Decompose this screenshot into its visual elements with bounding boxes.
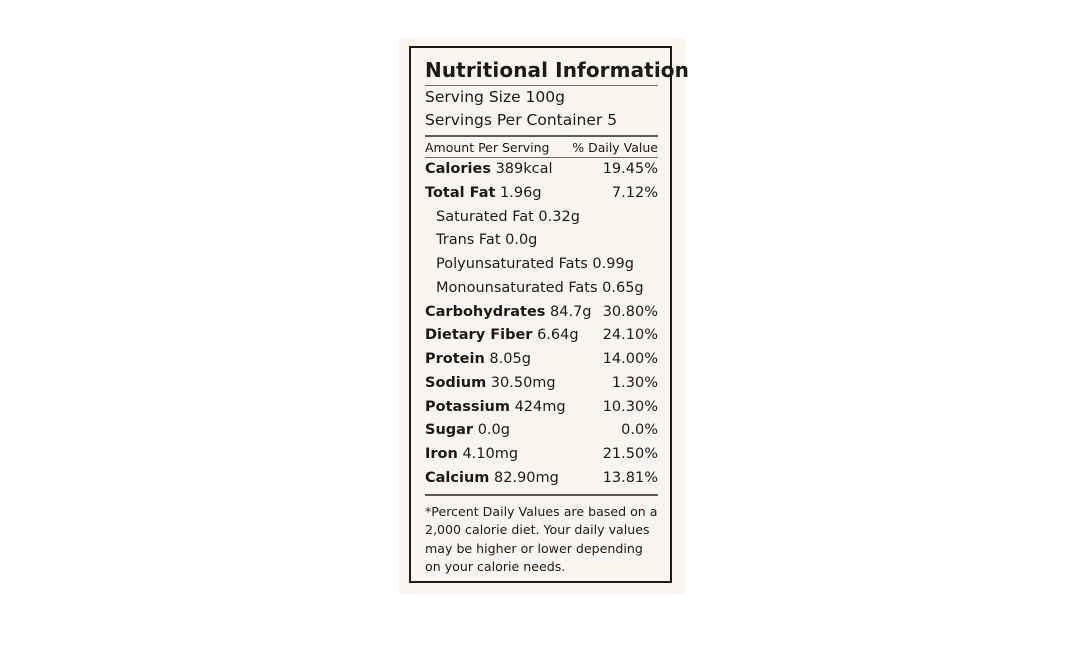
nutrient-daily-value: 14.00% <box>602 351 658 367</box>
nutrient-amount: 0.0g <box>477 422 510 439</box>
serving-size: Serving Size 100g <box>425 88 565 106</box>
nutrient-row <box>425 161 658 177</box>
nutrient-amount: Polyunsaturated Fats 0.99g <box>436 256 634 272</box>
nutrient-name-amount <box>425 375 556 391</box>
nutrient-name-amount <box>425 446 518 462</box>
nutrient-name-amount <box>425 185 542 201</box>
nutrient-name-amount <box>425 470 559 486</box>
nutrient-row <box>425 399 658 415</box>
nutrient-name: Iron <box>425 446 458 462</box>
nutrient-amount: 4.10mg <box>462 446 519 462</box>
nutrient-amount: 8.05g <box>489 351 531 367</box>
nutrient-row <box>425 422 658 438</box>
nutrient-name: Calories <box>425 161 491 177</box>
column-header <box>425 140 658 155</box>
nutrient-name-amount <box>436 232 537 248</box>
nutrient-name-amount <box>425 399 566 415</box>
nutrient-daily-value: 21.50% <box>602 446 658 462</box>
nutrient-name-amount <box>436 209 580 225</box>
nutrient-name-amount <box>436 256 634 272</box>
nutrient-sub-row <box>436 280 658 296</box>
nutrient-amount: 30.50mg <box>490 374 556 391</box>
footnote: *Percent Daily Values are based on a 2,000 calorie diet. Your daily values may be higher or lower depending on your calorie needs. <box>425 504 658 575</box>
divider-footnote <box>425 494 658 496</box>
nutrient-daily-value: 7.12% <box>611 184 658 201</box>
nutrient-sub-row <box>436 232 658 248</box>
divider-serving <box>425 135 658 137</box>
label-title: Nutritional Information <box>425 58 689 82</box>
nutrient-amount: Saturated Fat 0.32g <box>436 208 580 225</box>
nutrient-row <box>425 470 658 486</box>
nutrient-name: Carbohydrates <box>425 303 546 320</box>
nutrient-amount: 82.90mg <box>494 469 559 486</box>
nutrient-amount: Trans Fat 0.0g <box>436 232 538 249</box>
nutrient-daily-value: 0.0% <box>621 422 658 439</box>
nutrient-row <box>425 351 658 367</box>
nutrient-name-amount <box>425 422 510 438</box>
nutrient-amount: 84.7g <box>550 303 592 320</box>
nutrient-daily-value: 19.45% <box>602 161 658 177</box>
nutrient-name-amount <box>425 161 553 177</box>
nutrient-daily-value: 13.81% <box>602 469 658 486</box>
servings-per-container: Servings Per Container 5 <box>425 111 618 129</box>
nutrient-row <box>425 375 658 391</box>
nutrient-name: Protein <box>425 351 485 367</box>
nutrient-amount: Monounsaturated Fats 0.65g <box>436 279 644 296</box>
divider-title <box>425 85 658 86</box>
nutrient-name-amount <box>425 351 531 367</box>
nutrient-daily-value: 10.30% <box>602 398 658 415</box>
daily-value-header: % Daily Value <box>572 140 658 155</box>
nutrient-row <box>425 446 658 462</box>
amount-per-serving-header: Amount Per Serving <box>425 140 550 155</box>
nutrient-name: Total Fat <box>425 184 496 201</box>
nutrient-name: Sodium <box>425 374 487 391</box>
nutrient-sub-row <box>436 256 658 272</box>
nutrient-row <box>425 304 658 320</box>
divider-header <box>425 157 658 158</box>
nutrient-row <box>425 327 658 343</box>
nutrition-label <box>409 46 689 583</box>
nutrient-name-amount <box>425 304 592 320</box>
nutrient-amount: 1.96g <box>500 184 542 201</box>
nutrient-daily-value: 1.30% <box>611 374 658 391</box>
nutrient-sub-row <box>436 209 658 225</box>
nutrient-daily-value: 24.10% <box>602 327 658 344</box>
nutrient-name-amount <box>425 327 579 343</box>
nutrient-amount: 424mg <box>514 398 566 415</box>
nutrient-name: Potassium <box>425 398 510 415</box>
nutrient-name: Calcium <box>425 469 490 486</box>
nutrient-row <box>425 185 658 201</box>
nutrient-name: Dietary Fiber <box>425 327 533 344</box>
nutrient-amount: 389kcal <box>495 161 553 177</box>
nutrient-amount: 6.64g <box>537 327 579 344</box>
nutrient-daily-value: 30.80% <box>602 303 658 320</box>
nutrient-name: Sugar <box>425 422 474 439</box>
nutrient-name-amount <box>436 280 644 296</box>
